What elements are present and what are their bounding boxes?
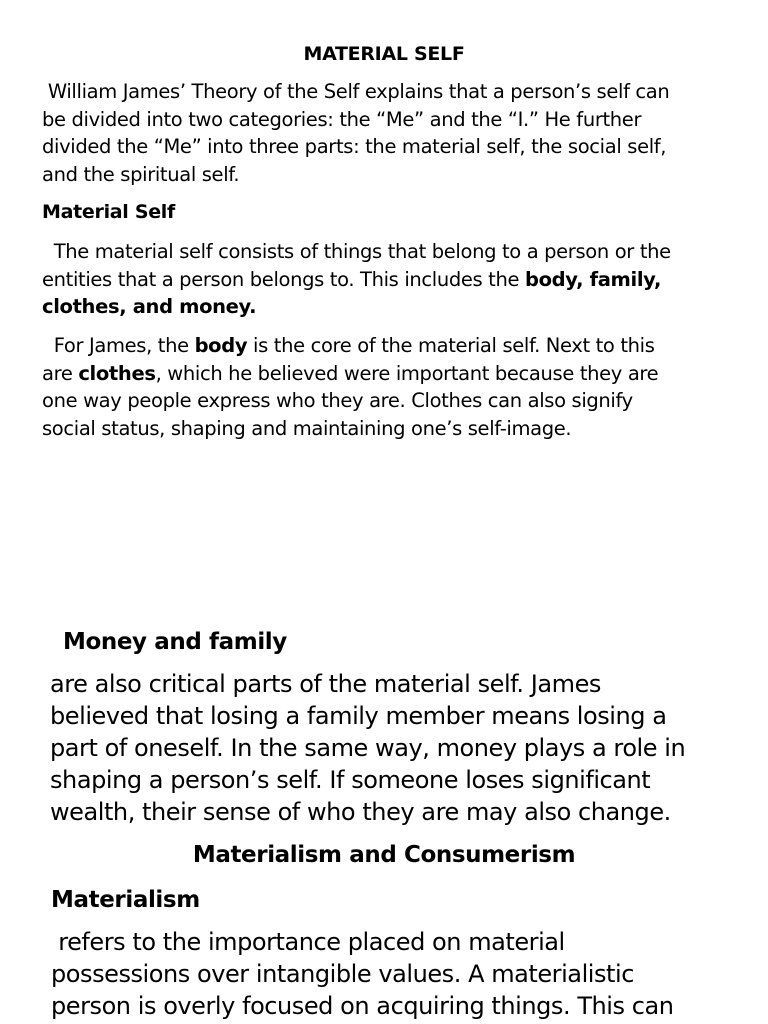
para2-line-1: The material self consists of things that belong to a person or the (42, 240, 671, 263)
money-line-1: are also critical parts of the material self. James (50, 670, 601, 698)
materialism-consumerism-heading: Materialism and Consumerism (192, 842, 576, 868)
para3-line-3: one way people express who they are. Clothes can also signify (42, 389, 633, 412)
para3-l1-a: For James, the (42, 334, 195, 357)
para3-l2-a: are (42, 361, 79, 385)
para3-l1-b: is the core of the material self. Next to this (247, 334, 655, 357)
para3-bold-clothes: clothes (78, 361, 156, 385)
document-title: MATERIAL SELF (303, 43, 465, 65)
materialism-line-3: person is overly focused on acquiring things. This can (51, 992, 674, 1020)
money-line-3: part of oneself. In the same way, money plays a role in (50, 734, 686, 762)
money-line-5: wealth, their sense of who they are may also change. (50, 798, 671, 826)
para3-bold-body: body (194, 334, 248, 357)
intro-line-1: William James’ Theory of the Self explains that a person’s self can (42, 80, 670, 103)
para3-line-1 (42, 332, 742, 360)
para2-bold-items: body, family, (524, 267, 662, 291)
intro-line-3: divided the “Me” into three parts: the material self, the social self, (42, 135, 667, 158)
para2-line-3: clothes, and money. (42, 295, 257, 318)
para3-l2-b: , which he believed were important because they are (155, 361, 659, 385)
money-line-4: shaping a person’s self. If someone loses significant (50, 766, 651, 794)
para3-line-2 (42, 360, 742, 388)
para3-line-4: social status, shaping and maintaining one’s self-image. (42, 416, 572, 440)
para2-line-2 (42, 266, 742, 294)
section-heading-material-self: Material Self (42, 201, 175, 223)
materialism-line-2: possessions over intangible values. A materialistic (51, 960, 634, 988)
para2-line-2-text: entities that a person belongs to. This includes the (42, 267, 525, 291)
materialism-heading: Materialism (51, 887, 200, 913)
money-line-2: believed that losing a family member means losing a (50, 702, 667, 730)
intro-line-4: and the spiritual self. (42, 162, 240, 186)
money-family-heading: Money and family (63, 629, 287, 655)
intro-line-2: be divided into two categories: the “Me” and the “I.” He further (42, 107, 642, 131)
materialism-line-1: refers to the importance placed on material (51, 928, 565, 956)
